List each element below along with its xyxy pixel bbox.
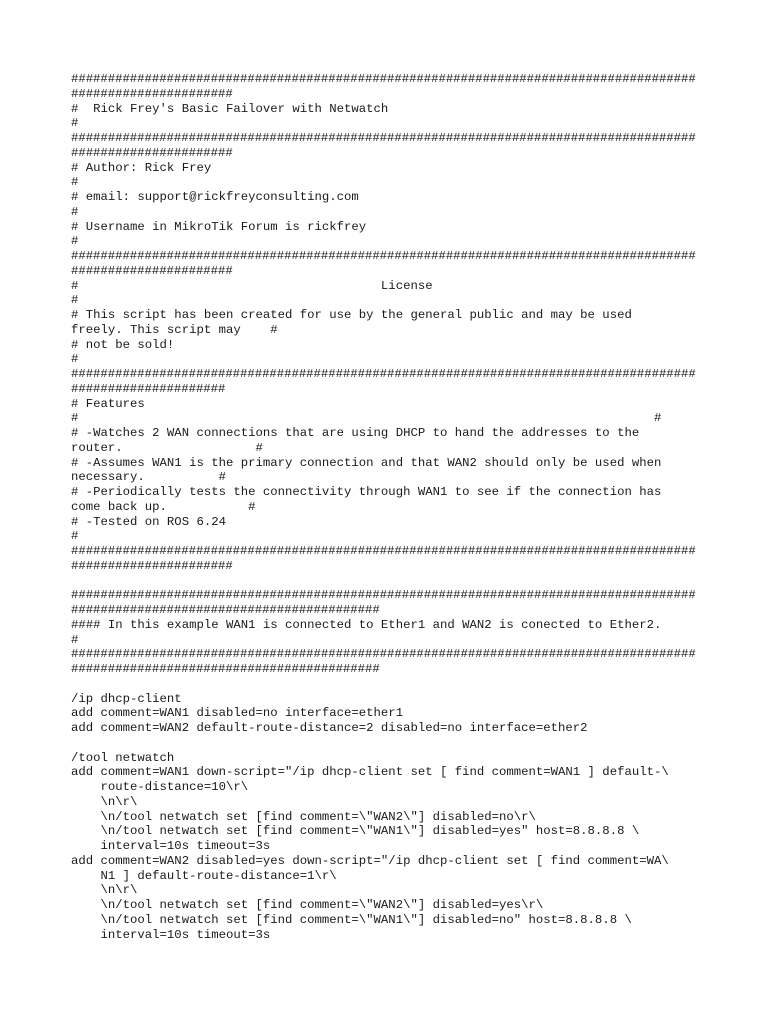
code-line: /tool netwatch: [71, 750, 175, 765]
comment-line: #: [71, 116, 79, 131]
license-text-line: # This script has been created for use by the general public and may be used: [71, 308, 632, 322]
hash-rule-line: ######################: [71, 558, 233, 573]
license-heading-line: # License: [71, 278, 433, 293]
code-line: \n/tool netwatch set [find comment=\"WAN2\"] disabled=no\r\: [71, 809, 536, 824]
code-line: /ip dhcp-client: [71, 691, 182, 706]
hash-rule-line: #####################: [71, 381, 226, 396]
hash-rule-line: #####################################################################################: [71, 131, 696, 145]
hash-rule-line: ######################: [71, 263, 233, 278]
feature-item-line: # -Periodically tests the connectivity through WAN1 to see if the connection has: [71, 485, 662, 499]
feature-item-line: # -Assumes WAN1 is the primary connection and that WAN2 should only be used when: [71, 455, 662, 470]
code-line: add comment=WAN2 disabled=yes down-script="/ip dhcp-client set [ find comment=WA\: [71, 853, 669, 868]
comment-line: #: [71, 234, 79, 249]
example-note-line: #### In this example WAN1 is connected to Ether1 and WAN2 is conected to Ether2.: [71, 617, 662, 632]
blank-line: [71, 736, 761, 751]
code-line: add comment=WAN2 default-route-distance=2 disabled=no interface=ether2: [71, 721, 588, 735]
feature-item-line: # -Watches 2 WAN connections that are using DHCP to hand the addresses to the: [71, 426, 640, 440]
hash-rule-line: #####################################################################################: [71, 588, 696, 603]
license-text-line: freely. This script may #: [71, 322, 278, 337]
code-line: interval=10s timeout=3s: [71, 839, 271, 853]
comment-line: #: [71, 204, 79, 219]
comment-line: #: [71, 175, 79, 190]
author-line: # Author: Rick Frey: [71, 160, 212, 175]
license-text-line: # not be sold!: [71, 337, 175, 352]
code-line: add comment=WAN1 disabled=no interface=ether1: [71, 706, 404, 721]
code-line: \n\r\: [71, 794, 138, 809]
code-line: N1 ] default-route-distance=1\r\: [71, 868, 337, 883]
comment-line: #: [71, 529, 79, 544]
code-line: \n\r\: [71, 883, 138, 898]
code-line: \n/tool netwatch set [find comment=\"WAN1\"] disabled=yes" host=8.8.8.8 \: [71, 824, 640, 839]
feature-item-line: router. #: [71, 440, 263, 455]
hash-rule-line: ##########################################: [71, 603, 380, 617]
script-title-line: # Rick Frey's Basic Failover with Netwatch: [71, 101, 389, 116]
feature-item-line: necessary. #: [71, 470, 226, 485]
hash-rule-line: #####################################################################################: [71, 647, 696, 662]
hash-rule-line: #####################################################################################: [71, 367, 696, 381]
features-heading-line: # Features: [71, 396, 145, 411]
code-line: \n/tool netwatch set [find comment=\"WAN1\"] disabled=no" host=8.8.8.8 \: [71, 912, 632, 927]
code-line: interval=10s timeout=3s: [71, 927, 271, 942]
blank-line: [71, 574, 761, 589]
comment-line: #: [71, 293, 79, 308]
hash-rule-line: ######################: [71, 145, 233, 160]
feature-item-line: come back up. #: [71, 499, 256, 514]
comment-line: # #: [71, 411, 662, 426]
comment-line: #: [71, 352, 79, 367]
email-line: # email: support@rickfreyconsulting.com: [71, 190, 359, 204]
hash-rule-line: #####################################################################################: [71, 249, 696, 263]
hash-rule-line: ##########################################: [71, 662, 380, 676]
hash-rule-line: #####################################################################################: [71, 544, 696, 558]
code-line: \n/tool netwatch set [find comment=\"WAN2\"] disabled=yes\r\: [71, 898, 544, 912]
comment-line: #: [71, 632, 79, 647]
hash-rule-line: ######################: [71, 86, 233, 101]
forum-username-line: # Username in MikroTik Forum is rickfrey: [71, 219, 367, 234]
feature-item-line: # -Tested on ROS 6.24: [71, 514, 226, 529]
code-line: route-distance=10\r\: [71, 780, 249, 794]
script-document: [71, 72, 761, 942]
hash-rule-line: #####################################################################################: [71, 72, 696, 86]
code-line: add comment=WAN1 down-script="/ip dhcp-client set [ find comment=WAN1 ] default-\: [71, 765, 669, 780]
blank-line: [71, 677, 761, 692]
